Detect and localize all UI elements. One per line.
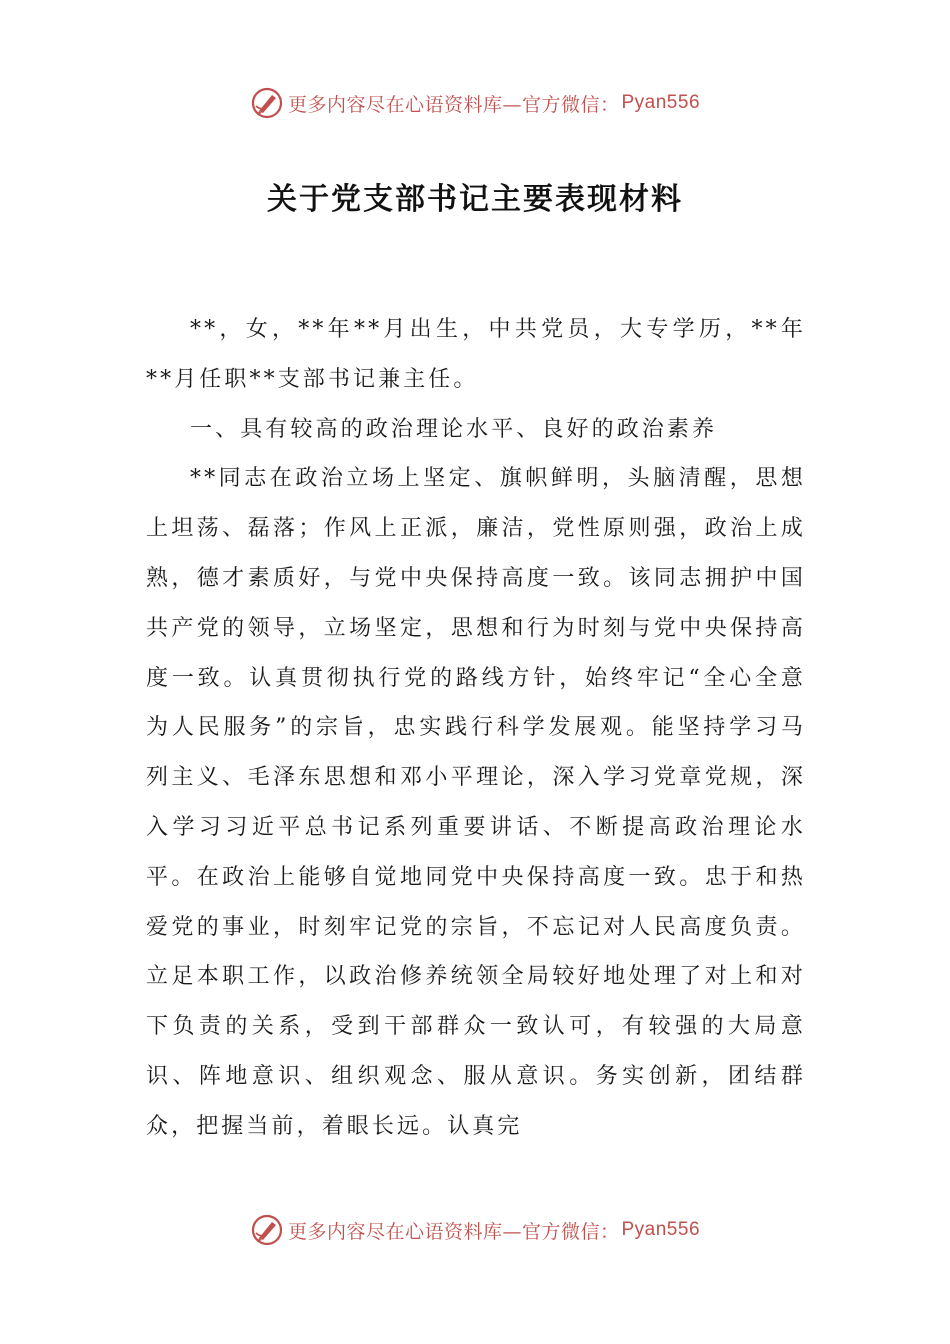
header-watermark-text: 更多内容尽在心语资料库—官方微信： [287, 93, 620, 116]
document-title: 关于党支部书记主要表现材料 [267, 182, 683, 217]
header-watermark-banner [0, 83, 950, 123]
pen-logo-icon [250, 86, 284, 120]
document-body [146, 305, 806, 1152]
section-1-paragraph: **同志在政治立场上坚定、旗帜鲜明，头脑清醒，思想上坦荡、磊落；作风上正派，廉洁，党性原则强，政治上成熟，德才素质好，与党中央保持高度一致。该同志拥护中国共产党的领导，立场坚定，思想和行为时刻与党中央保持高度一致。认真贯彻执行党的路线方针，始终牢记“全心全意为人民服务”的宗旨，忠实践行科学发展观。能坚持学习马列主义、毛泽东思想和邓小平理论，深入学习党章党规，深入学习习近平总书记系列重要讲话、不断提高政治理论水平。在政治上能够自觉地同党中央保持高度一致。忠于和热爱党的事业，时刻牢记党的宗旨，不忘记对人民高度负责。立足本职工作，以政治修养统领全局较好地处理了对上和对下负责的关系，受到干部群众一致认可，有较强的大局意识、阵地意识、组织观念、服从意识。务实创新，团结群众，把握当前，着眼长远。认真完 [146, 466, 806, 1139]
footer-wechat-id: Pyan556 [621, 1219, 701, 1240]
intro-paragraph: **，女，**年**月出生，中共党员，大专学历，**年**月任职**支部书记兼主任。 [146, 317, 806, 392]
header-wechat-id: Pyan556 [621, 92, 701, 113]
footer-watermark-banner [0, 1210, 950, 1250]
pen-logo-icon [250, 1213, 284, 1247]
footer-watermark-text: 更多内容尽在心语资料库—官方微信： [287, 1220, 620, 1243]
section-heading-1: 一、具有较高的政治理论水平、良好的政治素养 [190, 416, 718, 442]
